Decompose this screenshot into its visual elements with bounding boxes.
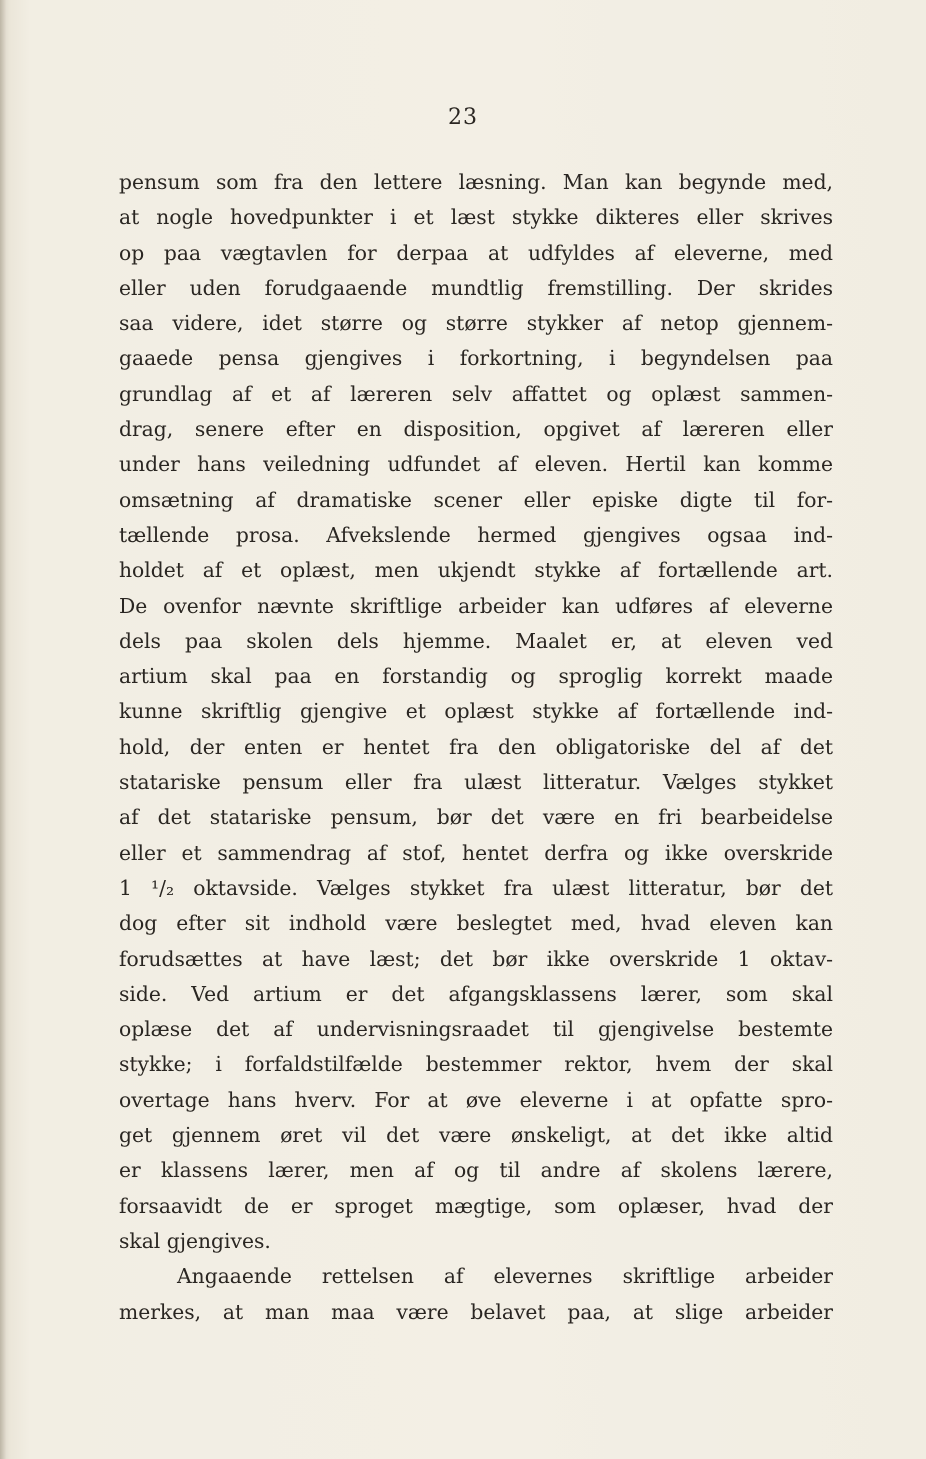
text-line: holdet af et oplæst, men ukjendt stykke af fortællende art. bbox=[119, 558, 833, 583]
text-line: drag, senere efter en disposition, opgivet af læreren eller bbox=[119, 417, 833, 442]
text-line: oplæse det af undervisningsraadet til gjengivelse bestemte bbox=[119, 1017, 833, 1042]
paragraph-end-line: skal gjengives. bbox=[119, 1228, 271, 1253]
text-line: forsaavidt de er sproget mægtige, som oplæser, hvad der bbox=[119, 1193, 833, 1218]
text-line: artium skal paa en forstandig og sproglig korrekt maade bbox=[119, 664, 833, 689]
text-line: hold, der enten er hentet fra den obligatoriske del af det bbox=[119, 734, 833, 759]
text-line: saa videre, idet større og større stykker af netop gjennem- bbox=[119, 311, 833, 336]
text-line: dels paa skolen dels hjemme. Maalet er, at eleven ved bbox=[119, 628, 833, 653]
text-line: forudsættes at have læst; det bør ikke overskride 1 oktav- bbox=[119, 946, 833, 971]
text-line: get gjennem øret vil det være ønskeligt, at det ikke altid bbox=[119, 1123, 833, 1148]
text-line: pensum som fra den lettere læsning. Man kan begynde med, bbox=[119, 170, 833, 194]
text-line: er klassens lærer, men af og til andre af skolens lærere, bbox=[119, 1158, 833, 1183]
text-line: under hans veiledning udfundet af eleven. Hertil kan komme bbox=[119, 452, 833, 477]
paragraph-first-line: Angaaende rettelsen af elevernes skriftlige arbeider bbox=[177, 1264, 833, 1289]
text-line: gaaede pensa gjengives i forkortning, i begyndelsen paa bbox=[119, 346, 833, 371]
text-line: tællende prosa. Afvekslende hermed gjengives ogsaa ind- bbox=[119, 522, 833, 547]
text-line: 1 ¹/₂ oktavside. Vælges stykket fra ulæst litteratur, bør det bbox=[119, 875, 833, 900]
page-spine-shadow bbox=[0, 0, 6, 1459]
text-line: stykke; i forfaldstilfælde bestemmer rektor, hvem der skal bbox=[119, 1052, 833, 1077]
text-line: at nogle hovedpunkter i et læst stykke dikteres eller skrives bbox=[119, 205, 833, 230]
body-text bbox=[119, 165, 833, 1330]
text-line: dog efter sit indhold være beslegtet med, hvad eleven kan bbox=[119, 911, 833, 936]
text-line: overtage hans hverv. For at øve eleverne i at opfatte spro- bbox=[119, 1087, 833, 1112]
text-line: kunne skriftlig gjengive et oplæst stykke af fortællende ind- bbox=[119, 699, 833, 724]
text-line: op paa vægtavlen for derpaa at udfyldes af eleverne, med bbox=[119, 240, 833, 265]
text-line: eller uden forudgaaende mundtlig fremstilling. Der skrides bbox=[119, 275, 833, 300]
text-line: De ovenfor nævnte skriftlige arbeider kan udføres af eleverne bbox=[119, 593, 833, 618]
text-line: statariske pensum eller fra ulæst litteratur. Vælges stykket bbox=[119, 770, 833, 795]
text-line: grundlag af et af læreren selv affattet og oplæst sammen- bbox=[119, 381, 833, 406]
text-line: af det statariske pensum, bør det være en fri bearbeidelse bbox=[119, 805, 833, 830]
text-line: omsætning af dramatiske scener eller episke digte til for- bbox=[119, 487, 833, 512]
text-line: merkes, at man maa være belavet paa, at slige arbeider bbox=[119, 1299, 833, 1324]
text-line: side. Ved artium er det afgangsklassens lærer, som skal bbox=[119, 981, 833, 1006]
page-number: 23 bbox=[448, 105, 478, 130]
text-line: eller et sammendrag af stof, hentet derfra og ikke overskride bbox=[119, 840, 833, 865]
